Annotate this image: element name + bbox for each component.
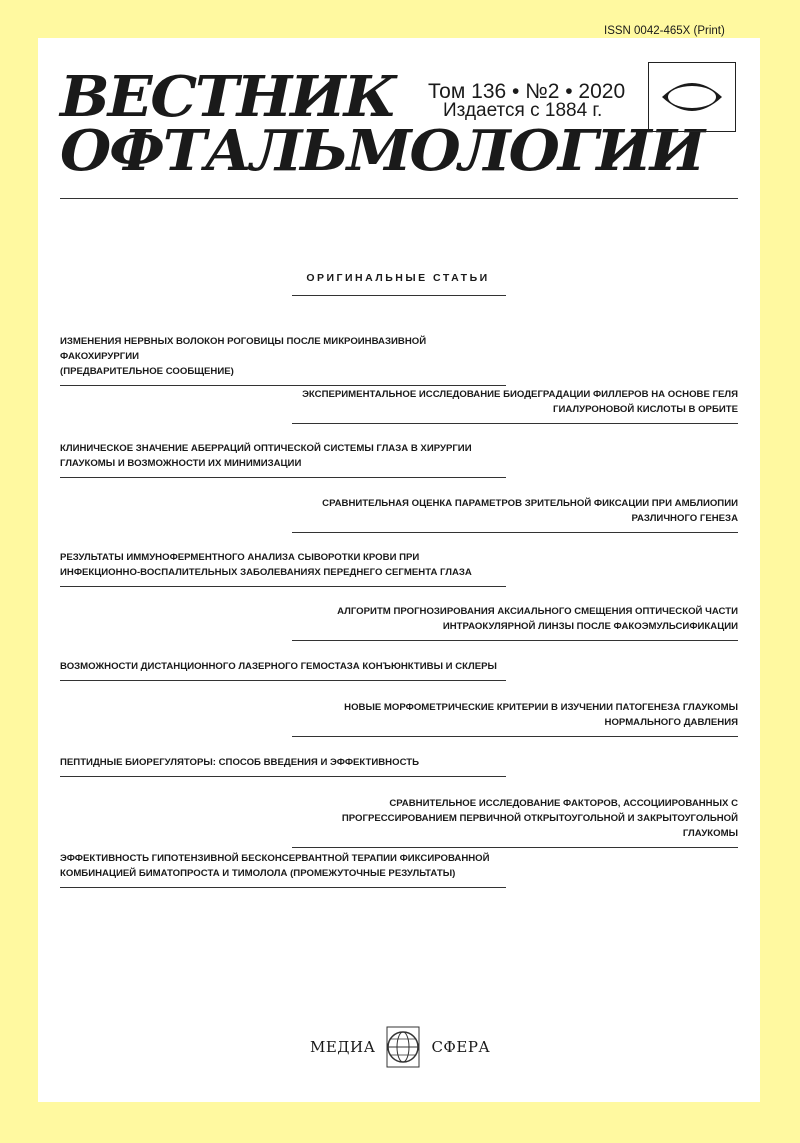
article-title-line2: РАЗЛИЧНОГО ГЕНЕЗА [631, 513, 738, 524]
article-divider [60, 887, 506, 888]
article-title-line1: СРАВНИТЕЛЬНАЯ ОЦЕНКА ПАРАМЕТРОВ ЗРИТЕЛЬНОЙ ФИКСАЦИИ ПРИ АМБЛИОПИИ [322, 498, 738, 509]
issn-print: ISSN 0042-465X (Print) [604, 25, 725, 37]
article-divider [60, 586, 506, 587]
article-title-line2: ПРОГРЕССИРОВАНИЕМ ПЕРВИЧНОЙ ОТКРЫТОУГОЛЬНОЙ И ЗАКРЫТОУГОЛЬНОЙ ГЛАУКОМЫ [341, 813, 738, 839]
article-title-line2: КОМБИНАЦИЕЙ БИМАТОПРОСТА И ТИМОЛОЛА (ПРОМЕЖУТОЧНЫЕ РЕЗУЛЬТАТЫ) [60, 868, 456, 879]
article-5[interactable] [60, 550, 506, 587]
article-title-line1: НОВЫЕ МОРФОМЕТРИЧЕСКИЕ КРИТЕРИИ В ИЗУЧЕНИИ ПАТОГЕНЕЗА ГЛАУКОМЫ [344, 702, 738, 713]
article-6[interactable] [292, 604, 738, 641]
article-title-line2: ИНФЕКЦИОННО-ВОСПАЛИТЕЛЬНЫХ ЗАБОЛЕВАНИЯХ ПЕРЕДНЕГО СЕГМЕНТА ГЛАЗА [60, 567, 472, 578]
article-10[interactable] [292, 796, 738, 848]
volume-info: Том 136 • №2 • 2020 [428, 80, 626, 103]
article-9[interactable] [60, 755, 506, 777]
globe-icon [381, 1023, 425, 1071]
article-divider [292, 532, 738, 533]
section-divider [292, 295, 506, 296]
article-title-line1: АЛГОРИТМ ПРОГНОЗИРОВАНИЯ АКСИАЛЬНОГО СМЕЩЕНИЯ ОПТИЧЕСКОЙ ЧАСТИ [337, 606, 738, 617]
article-title-line2: НОРМАЛЬНОГО ДАВЛЕНИЯ [604, 717, 738, 728]
article-title-line1: РЕЗУЛЬТАТЫ ИММУНОФЕРМЕНТНОГО АНАЛИЗА СЫВОРОТКИ КРОВИ ПРИ [60, 552, 420, 563]
header-divider [60, 198, 738, 199]
article-divider [60, 776, 506, 777]
article-title-line1: СРАВНИТЕЛЬНОЕ ИССЛЕДОВАНИЕ ФАКТОРОВ, АССОЦИИРОВАННЫХ С [389, 798, 738, 809]
article-3[interactable] [60, 441, 506, 478]
eye-icon [660, 77, 724, 117]
article-divider [292, 423, 738, 424]
article-title-line2: ИНТРАОКУЛЯРНОЙ ЛИНЗЫ ПОСЛЕ ФАКОЭМУЛЬСИФИКАЦИИ [442, 621, 738, 632]
publisher-name-right: СФЕРА [431, 1038, 491, 1056]
article-1[interactable] [60, 334, 506, 386]
article-title-line1: ПЕПТИДНЫЕ БИОРЕГУЛЯТОРЫ: СПОСОБ ВВЕДЕНИЯ И ЭФФЕКТИВНОСТЬ [60, 757, 420, 768]
article-title-line2: ГИАЛУРОНОВОЙ КИСЛОТЫ В ОРБИТЕ [553, 404, 738, 415]
article-divider [292, 736, 738, 737]
article-divider [292, 640, 738, 641]
publisher-logo [310, 1023, 490, 1071]
article-title-line1: ВОЗМОЖНОСТИ ДИСТАНЦИОННОГО ЛАЗЕРНОГО ГЕМОСТАЗА КОНЪЮНКТИВЫ И СКЛЕРЫ [60, 661, 497, 672]
article-title-line1: КЛИНИЧЕСКОЕ ЗНАЧЕНИЕ АБЕРРАЦИЙ ОПТИЧЕСКОЙ СИСТЕМЫ ГЛАЗА В ХИРУРГИИ [60, 443, 472, 454]
article-8[interactable] [292, 700, 738, 737]
article-divider [292, 847, 738, 848]
article-divider [60, 385, 506, 386]
section-title: ОРИГИНАЛЬНЫЕ СТАТЬИ [306, 272, 490, 284]
article-4[interactable] [292, 496, 738, 533]
article-divider [60, 477, 506, 478]
eye-logo [648, 62, 736, 132]
article-title-line1: ЭКСПЕРИМЕНТАЛЬНОЕ ИССЛЕДОВАНИЕ БИОДЕГРАДАЦИИ ФИЛЛЕРОВ НА ОСНОВЕ ГЕЛЯ [302, 389, 738, 400]
article-divider [60, 680, 506, 681]
article-title-line1: ИЗМЕНЕНИЯ НЕРВНЫХ ВОЛОКОН РОГОВИЦЫ ПОСЛЕ МИКРОИНВАЗИВНОЙ ФАКОХИРУРГИИ [60, 336, 427, 362]
article-11[interactable] [60, 851, 506, 888]
journal-title-line2: ОФТАЛЬМОЛОГИИ [60, 118, 704, 184]
article-title-line2: ГЛАУКОМЫ И ВОЗМОЖНОСТИ ИХ МИНИМИЗАЦИИ [60, 458, 302, 469]
article-7[interactable] [60, 659, 506, 681]
article-2[interactable] [292, 387, 738, 424]
article-title-line2: (ПРЕДВАРИТЕЛЬНОЕ СООБЩЕНИЕ) [60, 366, 234, 377]
since-info: Издается с 1884 г. [443, 100, 603, 121]
cover-page [38, 38, 760, 1102]
journal-title-line1: ВЕСТНИК [60, 64, 395, 130]
publisher-name-left: МЕДИА [310, 1038, 376, 1056]
article-title-line1: ЭФФЕКТИВНОСТЬ ГИПОТЕНЗИВНОЙ БЕСКОНСЕРВАНТНОЙ ТЕРАПИИ ФИКСИРОВАННОЙ [60, 853, 490, 864]
